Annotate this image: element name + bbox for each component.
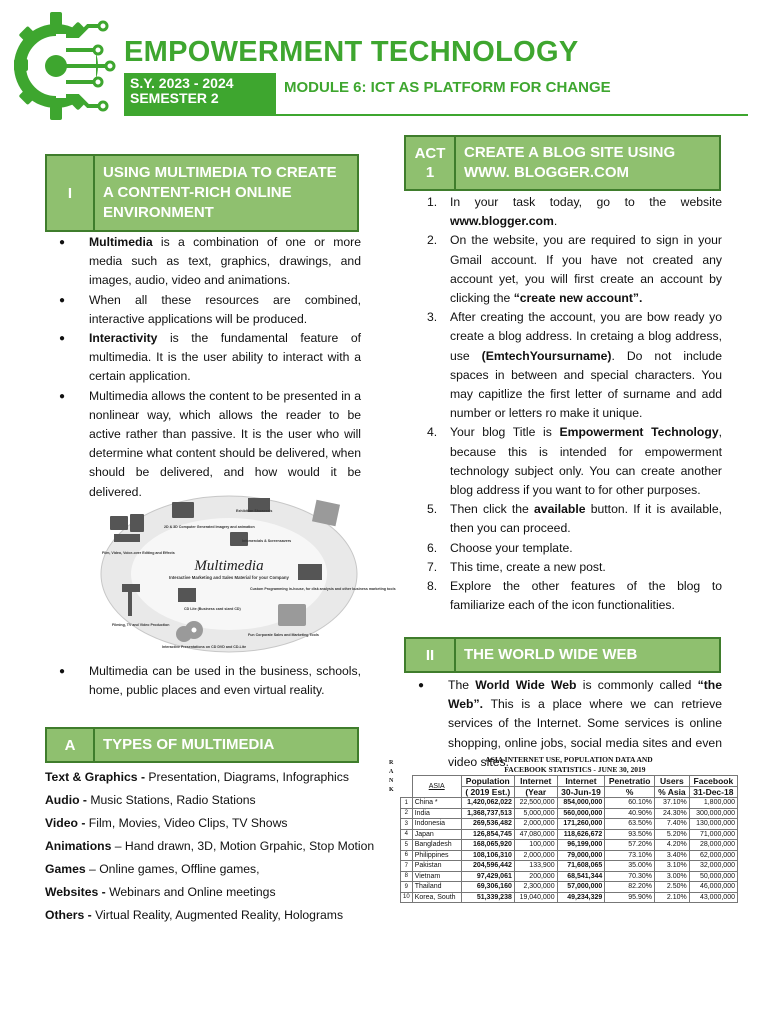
table-row [401, 871, 738, 882]
diagram-label: Film, Video, Voice-over Editing and Effects [102, 551, 175, 555]
school-year: S.Y. 2023 - 2024 [130, 75, 234, 91]
table-cell: 71,000,000 [689, 829, 737, 840]
activity-steps-list [405, 193, 722, 615]
section-a-title: TYPES OF MULTIMEDIA [103, 736, 275, 753]
table-cell: 3.10% [655, 861, 690, 872]
header-divider [124, 114, 748, 116]
table-cell: 37.10% [655, 798, 690, 809]
table-cell: 60.10% [605, 798, 655, 809]
table-cell: 4.20% [655, 840, 690, 851]
table-cell: Indonesia [412, 819, 461, 830]
table-cell: 32,000,000 [689, 861, 737, 872]
list-item: ● The World Wide Web is commonly called “the Web”. This is a place where we can retrieve services of the Internet. Some services is online shopping, online jobs, social media sites and even video sites. [404, 676, 722, 772]
list-item: 6. Choose your template. [427, 540, 573, 555]
table-cell: Vietnam [412, 871, 461, 882]
table-cell: 19,040,000 [514, 892, 557, 903]
list-item: 2. On the website, you are required to sign in your Gmail account. If you have not created any account yet, you will first create an account by clicking the “create new account”. [427, 233, 722, 306]
column-header: 30-Jun-19 [557, 787, 605, 798]
column-header: Population [461, 776, 514, 787]
list-item: 3. After creating the account, you are bow ready yo create a blog address. In cretaing a blog address, use (EmtechYoursurname). Do not include spaces in between and special characters. You may capitlize the first letter of surname and add number or letters ro make it unique. [427, 310, 722, 421]
table-row [401, 840, 738, 851]
section-2-title: THE WORLD WIDE WEB [464, 646, 638, 663]
table-cell: 108,106,310 [461, 850, 514, 861]
list-item: 8. Explore the other features of the blog to familiarize each of the icon functionalities. [427, 579, 722, 613]
table-cell: 57,000,000 [557, 882, 605, 893]
table-cell: 2,000,000 [514, 850, 557, 861]
table-cell: Philippines [412, 850, 461, 861]
list-item: ● Multimedia is a combination of one or more media such as text, graphics, drawings, and images, audio, video and animations. [45, 233, 361, 291]
table-row [401, 861, 738, 872]
table-title-line-2: FACEBOOK STATISTICS - JUNE 30, 2019 [504, 765, 646, 774]
section-2-header [404, 637, 721, 673]
table-cell: 51,339,238 [461, 892, 514, 903]
list-item: 4. Your blog Title is Empowerment Technology, because this is intended for empowerment technology subject only. You can create another blog address if you want to for other purposes. [427, 425, 722, 498]
list-item: Text & Graphics - Presentation, Diagrams, Infographics [45, 770, 349, 784]
data-table [400, 765, 738, 903]
table-cell: 79,000,000 [557, 850, 605, 861]
list-item: Websites - Webinars and Online meetings [45, 885, 276, 899]
diagram-label: Exhibition Showreels [236, 509, 273, 513]
table-cell: 57.20% [605, 840, 655, 851]
table-cell: 69,306,160 [461, 882, 514, 893]
table-row [401, 808, 738, 819]
table-cell: 204,596,442 [461, 861, 514, 872]
diagram-label: Interactive Presentations on CD DVD and CD-Lite [162, 645, 247, 649]
school-year-box [124, 73, 276, 115]
section-2-number: II [406, 639, 456, 671]
table-cell: 49,234,329 [557, 892, 605, 903]
diagram-label: Fun Corporate Sales and Marketing Tools [248, 633, 319, 637]
table-cell: 1,800,000 [689, 798, 737, 809]
table-cell: 50,000,000 [689, 871, 737, 882]
table-body [401, 798, 738, 903]
table-cell: 82.20% [605, 882, 655, 893]
table-cell: 300,000,000 [689, 808, 737, 819]
table-cell: 63.50% [605, 819, 655, 830]
rank-cell: 5 [401, 840, 413, 851]
table-cell: Pakistan [412, 861, 461, 872]
table-cell: 93.50% [605, 829, 655, 840]
table-cell: 73.10% [605, 850, 655, 861]
table-cell: 126,854,745 [461, 829, 514, 840]
table-cell: 43,000,000 [689, 892, 737, 903]
rank-cell: 8 [401, 871, 413, 882]
rank-cell: 4 [401, 829, 413, 840]
table-cell: 95.90% [605, 892, 655, 903]
table-cell: 68,541,344 [557, 871, 605, 882]
table-cell: 118,626,672 [557, 829, 605, 840]
diagram-label: Infomercials & Screensavers [242, 539, 292, 543]
table-row [401, 798, 738, 809]
table-cell: 5.20% [655, 829, 690, 840]
multimedia-diagram [98, 492, 396, 658]
column-header: Internet [557, 776, 605, 787]
list-item: ● When all these resources are combined, interactive applications will be produced. [45, 291, 361, 329]
table-cell: 3.00% [655, 871, 690, 882]
table-cell: 560,000,000 [557, 808, 605, 819]
table-cell: 35.00% [605, 861, 655, 872]
table-cell: 7.40% [655, 819, 690, 830]
section-1-header [45, 154, 359, 232]
rank-cell: 6 [401, 850, 413, 861]
table-row [401, 850, 738, 861]
list-item: Video - Film, Movies, Video Clips, TV Shows [45, 816, 288, 830]
table-cell: 269,536,482 [461, 819, 514, 830]
table-cell: 2.10% [655, 892, 690, 903]
section-a-number: A [47, 729, 95, 761]
activity-1-header [404, 135, 721, 191]
table-cell: 1,420,062,022 [461, 798, 514, 809]
table-cell: China * [412, 798, 461, 809]
table-cell: 854,000,000 [557, 798, 605, 809]
list-item: 1. In your task today, go to the website www.blogger.com. [427, 195, 722, 229]
list-item: ● Interactivity is the fundamental feature of multimedia. It is the user ability to interact with a certain application. [45, 329, 361, 387]
table-cell: 47,080,000 [514, 829, 557, 840]
list-item: 7. This time, create a new post. [427, 559, 606, 574]
list-item: Audio - Music Stations, Radio Stations [45, 793, 256, 807]
table-header-row [401, 776, 738, 787]
rank-side-label: R A N K [389, 760, 394, 793]
table-cell: 2.50% [655, 882, 690, 893]
table-row [401, 892, 738, 903]
table-cell: 40.90% [605, 808, 655, 819]
section-a-header [45, 727, 359, 763]
column-header: 31-Dec-18 [689, 787, 737, 798]
table-cell: 70.30% [605, 871, 655, 882]
column-header: Facebook [689, 776, 737, 787]
diagram-center-label: Multimedia [194, 558, 264, 574]
table-cell: 97,429,061 [461, 871, 514, 882]
list-item: Others - Virtual Reality, Augmented Reality, Holograms [45, 908, 344, 922]
table-row [401, 882, 738, 893]
table-cell: 2,300,000 [514, 882, 557, 893]
table-title-line-1: ASIA INTERNET USE, POPULATION DATA AND [485, 755, 653, 764]
table-cell: 1,368,737,513 [461, 808, 514, 819]
column-header: ( 2019 Est.) [461, 787, 514, 798]
table-cell: 171,260,000 [557, 819, 605, 830]
semester: SEMESTER 2 [130, 90, 219, 106]
table-cell: 133,900 [514, 861, 557, 872]
list-item: Games – Online games, Offline games, [45, 862, 260, 876]
diagram-label: 2D & 3D Computer Generated Imagery and animation [164, 525, 255, 529]
table-cell: 2,000,000 [514, 819, 557, 830]
table-cell: Thailand [412, 882, 461, 893]
document-title: EMPOWERMENT TECHNOLOGY [124, 36, 579, 68]
list-item: 5. Then click the available button. If it is available, then you can proceed. [427, 502, 722, 536]
activity-title: CREATE A BLOG SITE USING WWW. BLOGGER.COM [464, 144, 676, 181]
activity-number: ACT 1 [406, 137, 456, 189]
table-cell: 100,000 [514, 840, 557, 851]
table-cell: 28,000,000 [689, 840, 737, 851]
table-cell: 22,500,000 [514, 798, 557, 809]
table-cell: 3.40% [655, 850, 690, 861]
multimedia-types-list [45, 766, 375, 927]
table-cell: 71,608,065 [557, 861, 605, 872]
multimedia-usage-list [45, 662, 361, 700]
column-header: Internet [514, 776, 557, 787]
column-header: ASIA [412, 776, 461, 798]
table-cell: 24.30% [655, 808, 690, 819]
rank-cell: 1 [401, 798, 413, 809]
list-item: Animations – Hand drawn, 3D, Motion Grpahic, Stop Motion [45, 839, 375, 853]
column-header: (Year [514, 787, 557, 798]
module-title: MODULE 6: ICT AS PLATFORM FOR CHANGE [284, 79, 611, 96]
table-row [401, 829, 738, 840]
table-cell: 46,000,000 [689, 882, 737, 893]
rank-cell: 2 [401, 808, 413, 819]
rank-cell: 10 [401, 892, 413, 903]
column-header: % [605, 787, 655, 798]
table-cell: India [412, 808, 461, 819]
gear-circuit-logo [14, 12, 116, 120]
list-item: ● Multimedia can be used in the business, schools, home, public places and even virtual reality. [45, 662, 361, 700]
table-cell: 96,199,000 [557, 840, 605, 851]
column-header: Penetratio [605, 776, 655, 787]
list-item: ● Multimedia allows the content to be presented in a nonlinear way, which allows the reader to be active rather than passive. It is the user who will determine what content should be delivered, when should be delivered, and how would it be delivered. [45, 387, 361, 502]
table-row [401, 819, 738, 830]
table-cell: Korea, South [412, 892, 461, 903]
column-header: Users [655, 776, 690, 787]
table-cell: Bangladesh [412, 840, 461, 851]
table-cell: 62,000,000 [689, 850, 737, 861]
column-header: % Asia [655, 787, 690, 798]
table-cell: 5,000,000 [514, 808, 557, 819]
asia-internet-table [389, 755, 738, 903]
table-cell: 130,000,000 [689, 819, 737, 830]
section-1-title: USING MULTIMEDIA TO CREATE A CONTENT-RICH ONLINE ENVIRONMENT [103, 164, 337, 221]
diagram-center-sub: Interactive Marketing and Sales Material for your Company [169, 575, 289, 580]
diagram-label: Filming, TV and Video Production [112, 623, 170, 627]
diagram-label: CD Lite (Business card sized CD) [184, 607, 241, 611]
table-cell: Japan [412, 829, 461, 840]
section-1-number: I [47, 156, 95, 230]
table-cell: 200,000 [514, 871, 557, 882]
rank-cell: 7 [401, 861, 413, 872]
table-cell: 168,065,920 [461, 840, 514, 851]
multimedia-bullet-list [45, 233, 361, 502]
rank-cell: 9 [401, 882, 413, 893]
diagram-label: Custom Programming in-house, for disk analysis and other business marketing tools [250, 587, 396, 591]
rank-cell: 3 [401, 819, 413, 830]
table-header-row [401, 765, 738, 776]
